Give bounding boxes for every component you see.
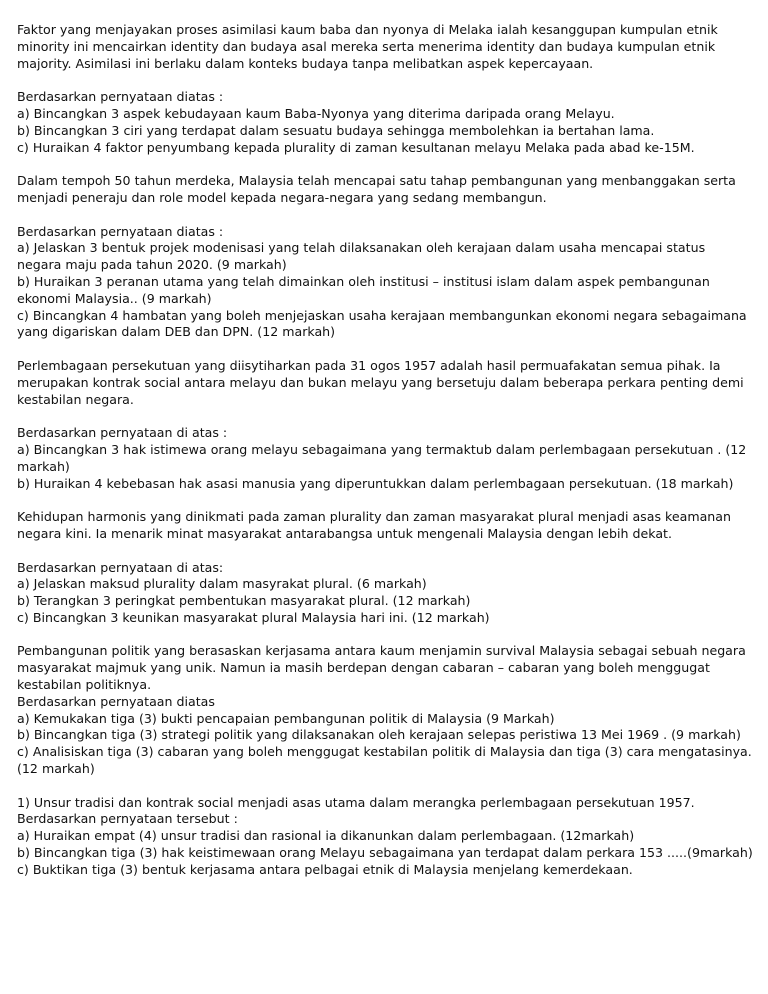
text-line: a) Bincangkan 3 hak istimewa orang melayu sebagaimana yang termaktub dalam perlembagaan persekutuan . (12 markah) bbox=[17, 441, 747, 474]
paragraph-block bbox=[17, 643, 753, 777]
text-line: b) Huraikan 4 kebebasan hak asasi manusia yang diperuntukkan dalam perlembagaan persekutuan. (18 markah) bbox=[17, 475, 734, 491]
text-line: b) Bincangkan tiga (3) strategi politik yang dilaksanakan oleh kerajaan selepas peristiwa 13 Mei 1969 . (9 markah) bbox=[17, 727, 741, 743]
text-line: a) Jelaskan maksud plurality dalam masyrakat plural. (6 markah) bbox=[17, 576, 427, 592]
text-line: c) Huraikan 4 faktor penyumbang kepada plurality di zaman kesultanan melayu Melaka pada abad ke-15M. bbox=[17, 139, 695, 155]
paragraph-block bbox=[17, 795, 753, 879]
text-line: b) Huraikan 3 peranan utama yang telah dimainkan oleh institusi – institusi islam dalam aspek pembangunan ekonomi Malaysia.. (9 markah) bbox=[17, 273, 710, 306]
text-line: b) Terangkan 3 peringkat pembentukan masyarakat plural. (12 markah) bbox=[17, 593, 471, 609]
document-page bbox=[17, 22, 753, 895]
paragraph-block bbox=[17, 224, 753, 342]
paragraph-block bbox=[17, 425, 753, 492]
text-line: Berdasarkan pernyataan diatas bbox=[17, 693, 215, 709]
text-line: a) Kemukakan tiga (3) bukti pencapaian pembangunan politik di Malaysia (9 Markah) bbox=[17, 710, 555, 726]
text-line: Berdasarkan pernyataan diatas : bbox=[17, 89, 224, 105]
text-line: a) Bincangkan 3 aspek kebudayaan kaum Baba-Nyonya yang diterima daripada orang Melayu. bbox=[17, 105, 615, 121]
text-line: b) Bincangkan tiga (3) hak keistimewaan orang Melayu sebagaimana yan terdapat dalam perkara 153 .....(9markah) bbox=[17, 845, 753, 861]
text-line: a) Jelaskan 3 bentuk projek modenisasi yang telah dilaksanakan oleh kerajaan dalam usaha mencapai status negara maju pada tahun 2020. (9 markah) bbox=[17, 240, 706, 273]
text-line: a) Huraikan empat (4) unsur tradisi dan rasional ia dikanunkan dalam perlembagaan. (12markah) bbox=[17, 828, 635, 844]
text-line: c) Bincangkan 3 keunikan masyarakat plural Malaysia hari ini. (12 markah) bbox=[17, 609, 490, 625]
text-line: c) Bincangkan 4 hambatan yang boleh menjejaskan usaha kerajaan membangunkan ekonomi negara sebagaimana yang digariskan dalam DEB dan DPN. (12 markah) bbox=[17, 307, 747, 340]
text-line: 1) Unsur tradisi dan kontrak social menjadi asas utama dalam merangka perlembagaan persekutuan 1957. Berdasarkan pernyataan tersebut : bbox=[17, 794, 695, 827]
text-line: b) Bincangkan 3 ciri yang terdapat dalam sesuatu budaya sehingga membolehkan ia bertahan lama. bbox=[17, 122, 655, 138]
text-line: Kehidupan harmonis yang dinikmati pada zaman plurality dan zaman masyarakat plural menjadi asas keamanan negara kini. Ia menarik minat masyarakat antarabangsa untuk mengenali Malaysia dengan lebih dekat. bbox=[17, 509, 731, 541]
paragraph-block bbox=[17, 560, 753, 627]
text-line: Berdasarkan pernyataan di atas: bbox=[17, 559, 224, 575]
text-line: c) Analisiskan tiga (3) cabaran yang boleh menggugat kestabilan politik di Malaysia dan tiga (3) cara mengatasinya. (12 markah) bbox=[17, 744, 752, 777]
text-line: Pembangunan politik yang berasaskan kerjasama antara kaum menjamin survival Malaysia sebagai sebuah negara masyarakat majmuk yang unik. Namun ia masih berdepan dengan cabaran – cabaran yang boleh menggugat kestabilan politiknya. bbox=[17, 643, 746, 693]
paragraph-block bbox=[17, 22, 753, 72]
text-line: Dalam tempoh 50 tahun merdeka, Malaysia telah mencapai satu tahap pembangunan yang menbanggakan serta menjadi peneraju dan role model kepada negara-negara yang sedang membangun. bbox=[17, 173, 736, 205]
paragraph-block bbox=[17, 358, 753, 408]
paragraph-block bbox=[17, 509, 753, 543]
text-line: Berdasarkan pernyataan diatas : bbox=[17, 223, 224, 239]
text-line: Perlembagaan persekutuan yang diisytiharkan pada 31 ogos 1957 adalah hasil permuafakatan semua pihak. Ia merupakan kontrak social antara melayu dan bukan melayu yang bersetuju dalam beberapa perkara penting demi kestabilan negara. bbox=[17, 357, 744, 407]
paragraph-block bbox=[17, 173, 753, 207]
text-line: Berdasarkan pernyataan di atas : bbox=[17, 425, 228, 441]
text-line: c) Buktikan tiga (3) bentuk kerjasama antara pelbagai etnik di Malaysia menjelang kemerdekaan. bbox=[17, 861, 633, 877]
text-line: Faktor yang menjayakan proses asimilasi kaum baba dan nyonya di Melaka ialah kesanggupan kumpulan etnik minority ini mencairkan identity dan budaya asal mereka serta menerima identity dan budaya kumpulan etnik majority. Asimilasi ini berlaku dalam konteks budaya tanpa melibatkan aspek kepercayaan. bbox=[17, 22, 718, 71]
paragraph-block bbox=[17, 89, 753, 156]
